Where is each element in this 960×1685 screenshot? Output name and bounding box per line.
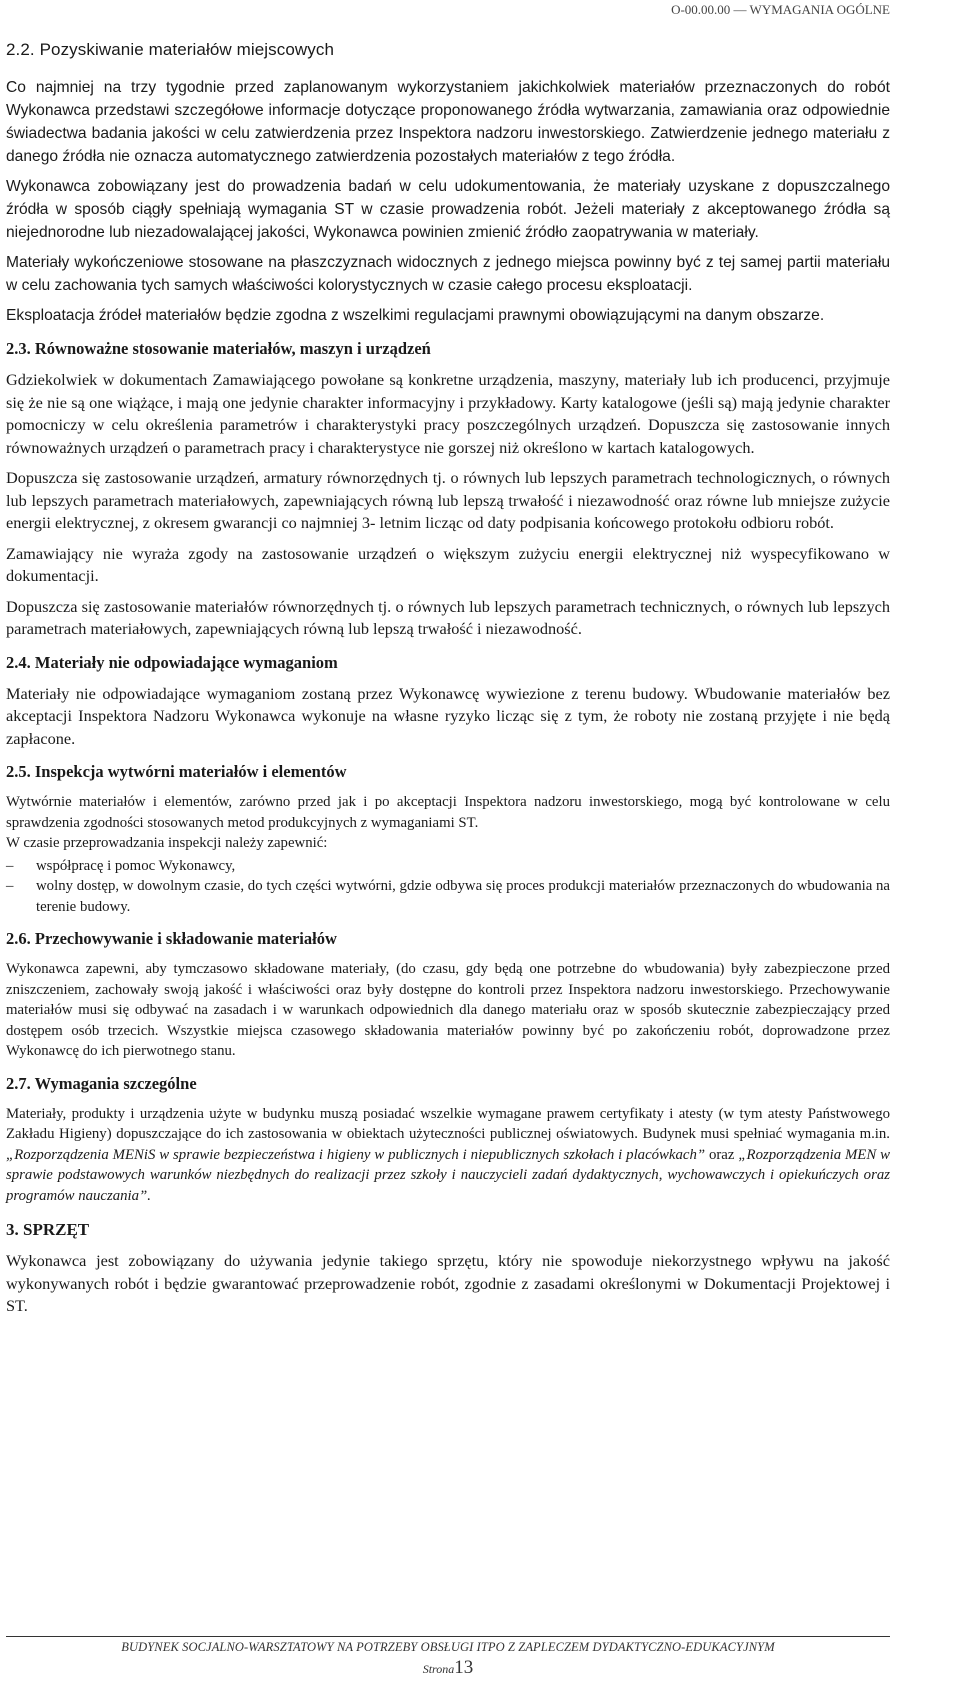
section-heading: 2.7. Wymagania szczególne: [6, 1073, 197, 1093]
dash-bullet: –: [6, 857, 14, 874]
paragraph: Gdziekolwiek w dokumentach Zamawiającego powołane są konkretne urządzenia, maszyny, materiały lub ich producenci, przyjmuje się że nie są one wiążące, i mają one jedynie charakter informacyjny i przykładowy. Karty katalogowe (jeśli są) mają jedynie charakter pomocniczy w celu określenia parametrów i charakterystyki pracy poszczególnych urządzeń. Dopuszcza się zastosowanie innych równoważnych urządzeń o parametrach pracy i charakterystyce nie gorszej niż określono w kartach katalogowych.: [6, 370, 890, 457]
section-heading: 2.6. Przechowywanie i składowanie materiałów: [6, 929, 337, 948]
paragraph: Eksploatacja źródeł materiałów będzie zgodna z wszelkimi regulacjami prawnymi obowiązującymi na danym obszarze.: [6, 307, 825, 324]
text-run: oraz: [705, 1146, 739, 1163]
paragraph: W czasie przeprowadzania inspekcji należy zapewnić:: [6, 835, 328, 851]
document-header-code: O-00.00.00 — WYMAGANIA OGÓLNE: [671, 2, 890, 17]
inspection-list: [6, 856, 890, 918]
section-2-5: [6, 762, 890, 917]
section-heading: 2.4. Materiały nie odpowiadające wymaganiom: [6, 652, 338, 672]
paragraph: Co najmniej na trzy tygodnie przed zaplanowanym wykorzystaniem jakichkolwiek materiałów przeznaczonych do robót Wykonawca przedstawi szczegółowe informacje dotyczące proponowanego źródła wytwarzania, zamawiania oraz odpowiednie świadectwa badania jakości w celu zatwierdzenia przez Inspektora nadzoru inwestorskiego. Zatwierdzenie jednego materiału z danego źródła nie oznacza automatycznego zatwierdzenia pozostałych materiałów z tego źródła.: [6, 79, 890, 165]
paragraph: Wykonawca zobowiązany jest do prowadzenia badań w celu udokumentowania, że materiały uzyskane z dopuszczalnego źródła w sposób ciągły spełniają wymagania ST w czasie prowadzenia robót. Jeżeli materiały z akceptowanego źródła są niejednorodne lub niezadowalającej jakości, Wykonawca powinien zmienić źródło zaopatrywania w materiały.: [6, 178, 890, 241]
paragraph: Wykonawca zapewni, aby tymczasowo składowane materiały, (do czasu, gdy będą one potrzebne do wbudowania) były zabezpieczone przed zniszczeniem, zachowały swoją jakość i właściwości oraz były dostępne do kontroli przez Inspektora nadzoru inwestorskiego. Przechowywanie materiałów musi się odbywać na zasadach i w warunkach odpowiednich dla danego materiału oraz w sposób skutecznie zabezpieczający przed dostępem osób trzecich. Wszystkie miejsca czasowego składowania materiałów powinny być po zakończeniu robót, doprowadzone przez Wykonawcę do ich pierwotnego stanu.: [6, 961, 890, 1059]
regulation-title: „Rozporządzenia MEN w sprawie podstawowych warunków niezbędnych do realizacji przez szkoły i nauczycieli zadań dydaktycznych, wychowawczych i opiekuńczych oraz programów nauczania”.: [6, 1146, 890, 1204]
list-item: [6, 856, 890, 877]
regulation-title: „Rozporządzenia MENiS w sprawie bezpieczeństwa i higieny w publicznych i niepublicznych szkołach i placówkach”: [6, 1146, 706, 1163]
page-number-value: 13: [454, 1657, 474, 1678]
section-2-4: [6, 653, 890, 751]
paragraph: Wykonawca jest zobowiązany do używania jedynie takiego sprzętu, który nie spowoduje niekorzystnego wpływu na jakość wykonywanych robót i będzie gwarantować przeprowadzenie robót, zgodnie z zasadami określonymi w Dokumentacji Projektowej i ST.: [6, 1251, 890, 1315]
list-item-text: wolny dostęp, w dowolnym czasie, do tych części wytwórni, gdzie odbywa się proces produkcji materiałów przeznaczonych do wbudowania na terenie budowy.: [36, 878, 890, 915]
section-heading: 2.2. Pozyskiwanie materiałów miejscowych: [6, 40, 335, 59]
section-2-6: [6, 929, 890, 1062]
text-run: Materiały, produkty i urządzenia użyte w budynku muszą posiadać wszelkie wymagane prawem certyfikaty i atesty (w tym atesty Państwowego Zakładu Higieny) dopuszczające do ich zastosowania w obiektach użyteczności publicznej oświatowych. Budynek musi spełniać wymagania m.in.: [6, 1105, 890, 1142]
list-item-text: współpracę i pomoc Wykonawcy,: [36, 857, 236, 874]
dash-bullet: –: [6, 878, 14, 894]
paragraph: Dopuszcza się zastosowanie materiałów równorzędnych tj. o równych lub lepszych parametrach technicznych, o równych lub lepszych parametrach materiałowych, zapewniających równą lub lepszą trwałość i niezawodność.: [6, 596, 890, 638]
paragraph: Wytwórnie materiałów i elementów, zarówno przed jak i po akceptacji Inspektora nadzoru inwestorskiego, mogą być kontrolowane w celu sprawdzenia zgodności stosowanych metod produkcyjnych z wymaganiami ST.: [6, 794, 890, 831]
page-number: [6, 1657, 890, 1679]
paragraph: [6, 1104, 890, 1207]
section-heading: 2.3. Równoważne stosowanie materiałów, maszyn i urządzeń: [6, 339, 431, 358]
paragraph: Dopuszcza się zastosowanie urządzeń, armatury równorzędnych tj. o równych lub lepszych parametrach technologicznych, o równych lub lepszych parametrach materiałowych, zapewniających równą lub lepszą trwałość i niezawodność oraz równe lub mniejsze zużycie energii elektrycznej, z okresem gwarancji co najmniej 3- letnim licząc od daty podpisania końcowego protokołu odbioru robót.: [6, 468, 890, 532]
section-heading: 3. SPRZĘT: [6, 1220, 90, 1239]
sections-rest: [6, 339, 890, 1318]
section-2-7: [6, 1074, 890, 1207]
list-item: [6, 876, 890, 917]
paragraph: Materiały wykończeniowe stosowane na płaszczyznach widocznych z jednego miejsca powinny być z tej samej partii materiału w celu zachowania tych samych właściwości kolorystycznych w czasie całego procesu eksploatacji.: [6, 254, 890, 294]
paragraph: Zamawiający nie wyraża zgody na zastosowanie urządzeń o większym zużyciu energii elektrycznej niż wyspecyfikowano w dokumentacji.: [6, 543, 890, 585]
page-label: Strona: [422, 1662, 455, 1676]
section-2-2: [6, 40, 890, 327]
footer-title: BUDYNEK SOCJALNO-WARSZTATOWY NA POTRZEBY OBSŁUGI ITPO Z ZAPLECZEM DYDAKTYCZNO-EDUKACYJNYM: [121, 1640, 775, 1654]
section-3: [6, 1220, 890, 1318]
section-heading: 2.5. Inspekcja wytwórni materiałów i elementów: [6, 762, 347, 781]
section-2-3: [6, 339, 890, 641]
footer-divider: [6, 1636, 890, 1637]
document-body: [6, 40, 890, 1326]
paragraph: Materiały nie odpowiadające wymaganiom zostaną przez Wykonawcę wywiezione z terenu budowy. Wbudowanie materiałów bez akceptacji Inspektora Nadzoru Wykonawca wykonuje na własne ryzyko licząc się z tym, że roboty nie zostaną przyjęte i nie będą zapłacone.: [6, 683, 890, 748]
